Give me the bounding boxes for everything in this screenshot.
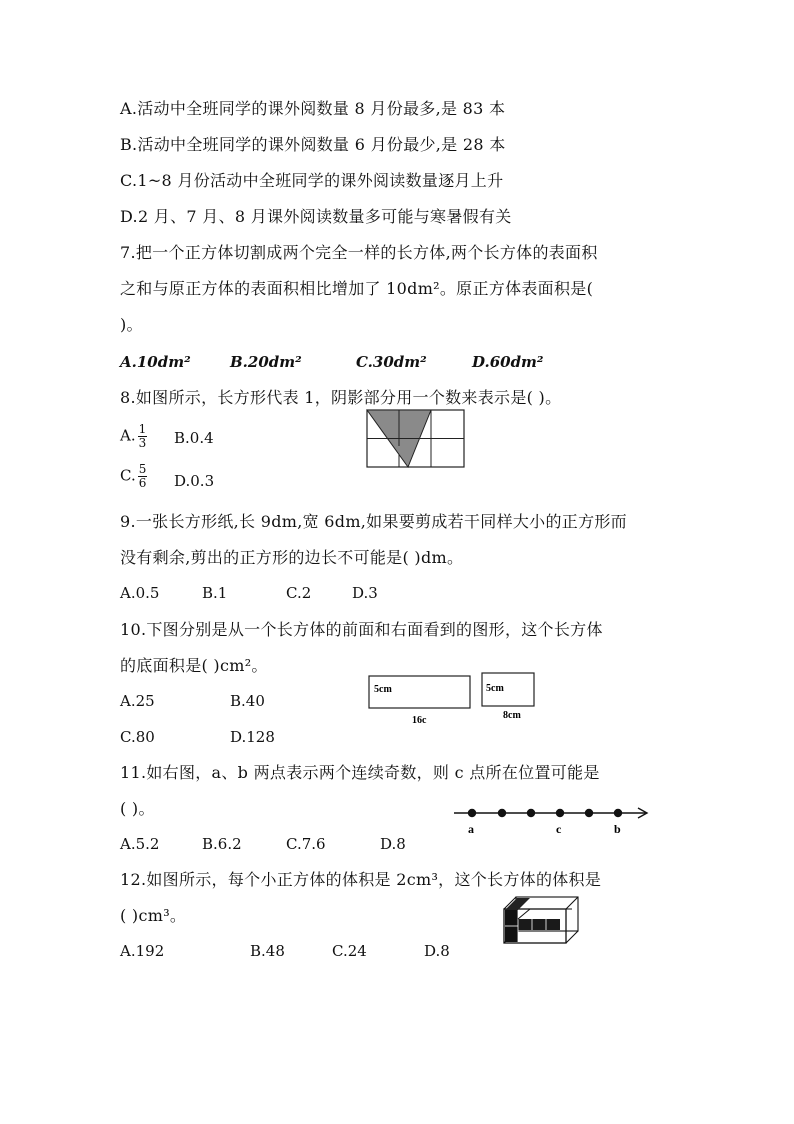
q12-option-c: C.24 [332, 942, 367, 960]
q7-stem-line3: )。 [120, 315, 143, 334]
q7-stem-line2: 之和与原正方体的表面积相比增加了 10dm²。原正方体表面积是( [120, 279, 594, 298]
q8-option-d: D.0.3 [174, 472, 215, 490]
q11-option-a: A.5.2 [120, 835, 160, 853]
q8-c-numerator: 5 [138, 462, 147, 476]
q7-stem-line1: 7.把一个正方体切割成两个完全一样的长方体,两个长方体的表面积 [120, 243, 598, 262]
q10-front-width-label: 16c [412, 715, 427, 725]
q10-option-d: D.128 [230, 728, 275, 746]
q9-option-b: B.1 [202, 584, 228, 602]
q12-option-d: D.8 [424, 942, 450, 960]
q10-option-c: C.80 [120, 728, 155, 746]
q8-a-denominator: 3 [138, 436, 147, 450]
q9-stem-line1: 9.一张长方形纸,长 9dm,宽 6dm,如果要剪成若干同样大小的正方形而 [120, 512, 627, 531]
q8-option-a [120, 423, 147, 450]
q7-option-a: A.10dm² [120, 353, 191, 371]
q12-cuboid-figure [502, 895, 582, 947]
q8-option-c-fraction [138, 463, 148, 490]
q8-c-denominator: 6 [138, 476, 147, 490]
q11-option-b: B.6.2 [202, 835, 242, 853]
q8-option-c [120, 463, 147, 490]
q12-option-a: A.192 [120, 942, 165, 960]
q7-option-b: B.20dm² [230, 353, 302, 371]
q8-stem: 8.如图所示，长方形代表 1，阴影部分用一个数来表示是( )。 [120, 388, 562, 407]
q9-option-a: A.0.5 [120, 584, 160, 602]
q6-option-a: A.活动中全班同学的课外阅数量 8 月份最多,是 83 本 [120, 99, 506, 118]
q8-option-a-prefix: A. [120, 426, 136, 445]
q11-option-d: D.8 [380, 835, 406, 853]
q10-option-b: B.40 [230, 692, 265, 710]
q10-side-width-label: 8cm [503, 710, 521, 721]
q9-option-c: C.2 [286, 584, 312, 602]
q11-point-b-label: b [614, 822, 621, 836]
q6-option-b: B.活动中全班同学的课外阅数量 6 月份最少,是 28 本 [120, 135, 506, 154]
q10-option-a: A.25 [120, 692, 155, 710]
q11-number-line [452, 800, 652, 840]
q8-option-b: B.0.4 [174, 429, 214, 447]
q8-grid-figure [366, 409, 466, 469]
q6-option-c: C.1~8 月份活动中全班同学的课外阅读数量逐月上升 [120, 171, 504, 190]
q7-option-d: D.60dm² [472, 353, 544, 371]
q12-option-b: B.48 [250, 942, 285, 960]
q10-front-height-label: 5cm [374, 684, 392, 695]
q10-stem-line1: 10.下图分别是从一个长方体的前面和右面看到的图形，这个长方体 [120, 620, 603, 639]
q11-point-a-label: a [468, 822, 474, 836]
q10-side-view [481, 670, 539, 722]
q12-stem-line2: ( )cm³。 [120, 906, 187, 925]
q11-stem-line2: ( )。 [120, 799, 155, 818]
q10-stem-line2: 的底面积是( )cm²。 [120, 656, 268, 675]
q9-option-d: D.3 [352, 584, 378, 602]
q9-stem-line2: 没有剩余,剪出的正方形的边长不可能是( )dm。 [120, 548, 464, 567]
q8-option-c-prefix: C. [120, 466, 136, 485]
q8-a-numerator: 1 [138, 422, 147, 436]
q12-stem-line1: 12.如图所示，每个小正方体的体积是 2cm³，这个长方体的体积是 [120, 870, 602, 889]
q10-front-view [368, 673, 472, 725]
q11-option-c: C.7.6 [286, 835, 326, 853]
q10-side-height-label: 5cm [486, 683, 504, 694]
q11-point-c-label: c [556, 822, 562, 836]
q11-stem-line1: 11.如右图，a、b 两点表示两个连续奇数，则 c 点所在位置可能是 [120, 763, 600, 782]
q6-option-d: D.2 月、7 月、8 月课外阅读数量多可能与寒暑假有关 [120, 207, 512, 226]
q8-option-a-fraction [138, 423, 148, 450]
q7-option-c: C.30dm² [356, 353, 427, 371]
